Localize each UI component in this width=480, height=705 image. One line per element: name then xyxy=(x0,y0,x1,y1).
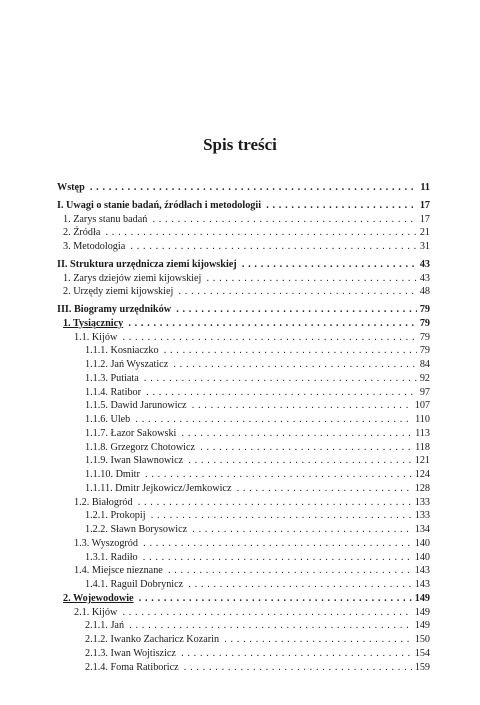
toc-entry-leader xyxy=(85,647,430,661)
toc-entry-page-number: 79 xyxy=(417,303,430,317)
toc-entry xyxy=(57,454,430,468)
toc-entry xyxy=(57,523,430,537)
toc-entry-page-number: 140 xyxy=(412,537,430,551)
toc-entry-title: I. Uwagi o stanie badań, źródłach i metodologii xyxy=(57,199,262,211)
toc-entry-title: 1.1.5. Dawid Jarunowicz xyxy=(85,400,187,412)
toc-entry-title: 1. Tysiącznicy xyxy=(63,317,124,329)
toc-entry-page-number: 154 xyxy=(412,647,430,661)
toc-entry-leader xyxy=(74,537,430,551)
toc-entry-title: 1.2.1. Prokopij xyxy=(85,510,146,522)
toc-entry-title: 2.1.3. Iwan Wojtiszicz xyxy=(85,647,176,659)
toc-entry-title: 1.4. Miejsce nieznane xyxy=(74,565,163,577)
toc-entry xyxy=(57,633,430,647)
toc-entry-leader xyxy=(63,213,430,227)
toc-entry-leader xyxy=(74,564,430,578)
toc-entry-page-number: 17 xyxy=(417,199,430,213)
toc-entry-leader xyxy=(63,285,430,299)
toc-entry-page-number: 48 xyxy=(417,285,430,299)
toc-entry-page-number: 43 xyxy=(417,272,430,286)
toc-entry-page-number: 43 xyxy=(417,258,430,272)
toc-entry-title: 2.1.1. Jań xyxy=(85,620,125,632)
page-title: Spis treści xyxy=(203,135,277,154)
toc-entry-title: 1.1.3. Putiata xyxy=(85,372,139,384)
toc-entry-title: 2. Źródła xyxy=(63,227,101,239)
toc-entry-leader xyxy=(74,606,430,620)
toc-entry xyxy=(57,482,430,496)
toc-entry-title: 2. Urzędy ziemi kijowskiej xyxy=(63,286,174,298)
toc-entry xyxy=(57,564,430,578)
toc-entry-leader xyxy=(85,661,430,675)
toc-entry-title: II. Struktura urzędnicza ziemi kijowskiej xyxy=(57,258,237,270)
toc-entry xyxy=(57,303,430,317)
toc-entry-leader xyxy=(85,372,430,386)
toc-entry-leader xyxy=(57,199,430,213)
toc-entry-leader xyxy=(57,181,430,195)
toc-entry-leader xyxy=(85,523,430,537)
toc-entry-page-number: 124 xyxy=(412,468,430,482)
toc-entry xyxy=(57,272,430,286)
toc-entry-page-number: 150 xyxy=(412,633,430,647)
toc-entry-leader xyxy=(85,578,430,592)
toc-entry-page-number: 143 xyxy=(412,564,430,578)
toc-entry xyxy=(57,181,430,195)
toc-entry xyxy=(57,413,430,427)
toc-entry-title: 1.1.7. Łazor Sakowski xyxy=(85,427,177,439)
toc-entry-title: 1.1.8. Grzegorz Chotowicz xyxy=(85,441,196,453)
toc-entry-leader xyxy=(85,619,430,633)
toc-entry-page-number: 140 xyxy=(412,551,430,565)
toc-entry xyxy=(57,468,430,482)
toc-entry-title: 1.1. Kijów xyxy=(74,331,118,343)
toc-entry-page-number: 97 xyxy=(417,386,430,400)
toc-entry xyxy=(57,258,430,272)
toc-entry-page-number: 143 xyxy=(412,578,430,592)
toc-entry xyxy=(57,358,430,372)
toc-entry-leader xyxy=(63,272,430,286)
toc-entry-page-number: 121 xyxy=(412,454,430,468)
toc-entry-leader xyxy=(85,633,430,647)
toc-entry-title: 1.3. Wyszogród xyxy=(74,537,138,549)
toc-entry xyxy=(57,240,430,254)
toc-entry-page-number: 128 xyxy=(412,482,430,496)
toc-entry-page-number: 79 xyxy=(417,344,430,358)
toc-entry xyxy=(57,226,430,240)
toc-entry-title: 1.1.9. Iwan Sławnowicz xyxy=(85,455,184,467)
toc-entry-leader xyxy=(85,344,430,358)
toc-entry-page-number: 21 xyxy=(417,226,430,240)
toc-entry xyxy=(57,661,430,675)
toc-entry xyxy=(57,317,430,331)
toc-entry-title: 1.2.2. Sławn Borysowicz xyxy=(85,524,188,535)
toc-entry xyxy=(57,509,430,523)
toc-entry xyxy=(57,372,430,386)
toc-entry xyxy=(57,441,430,455)
toc-entry-title: 1. Zarys dziejów ziemi kijowskiej xyxy=(63,272,202,284)
toc-entry-title: 1.1.10. Dmitr xyxy=(85,469,140,480)
toc-entry-page-number: 79 xyxy=(417,331,430,345)
toc-entry xyxy=(57,199,430,213)
toc-entry-leader xyxy=(63,226,430,240)
toc-entry-leader xyxy=(85,441,430,455)
toc-entry-title: 1.1.1. Kosniaczko xyxy=(85,345,159,357)
toc-entry-title: 2.1. Kijów xyxy=(74,606,118,618)
toc-entry xyxy=(57,592,430,606)
toc-entry xyxy=(57,496,430,510)
toc-entry-title: 1.1.4. Ratibor xyxy=(85,386,142,398)
toc-entry-title: 2.1.4. Foma Ratiboricz xyxy=(85,661,179,673)
toc-entry-page-number: 118 xyxy=(412,441,430,455)
toc-entry xyxy=(57,331,430,345)
toc-entry-title: III. Biogramy urzędników xyxy=(57,304,172,315)
toc-entry-page-number: 17 xyxy=(417,213,430,227)
toc-entry-page-number: 159 xyxy=(412,661,430,675)
toc-entry-leader xyxy=(85,413,430,427)
toc-entry-leader xyxy=(85,509,430,523)
toc-entry-title: 2.1.2. Iwanko Zacharicz Kozarin xyxy=(85,634,220,645)
toc-entry-page-number: 11 xyxy=(417,181,430,195)
toc-entry-leader xyxy=(63,592,430,606)
toc-entry-leader xyxy=(85,551,430,565)
toc-entry-leader xyxy=(74,331,430,345)
toc-entry-leader xyxy=(85,358,430,372)
toc-entry xyxy=(57,285,430,299)
toc-entry xyxy=(57,386,430,400)
toc-entry xyxy=(57,647,430,661)
toc-entry-leader xyxy=(85,386,430,400)
toc-entry-page-number: 149 xyxy=(412,606,430,620)
toc-entry-leader xyxy=(85,399,430,413)
toc-entry-title: 1.4.1. Raguil Dobrynicz xyxy=(85,579,184,590)
toc-entry xyxy=(57,578,430,592)
toc-entry-title: 1.1.11. Dmitr Jejkowicz/Jemkowicz xyxy=(85,482,232,494)
toc-entry-leader xyxy=(74,496,430,510)
toc-entry-page-number: 149 xyxy=(412,619,430,633)
toc-entry-title: Wstęp xyxy=(57,182,85,193)
toc-entry xyxy=(57,619,430,633)
toc-entry xyxy=(57,537,430,551)
toc-entry-page-number: 133 xyxy=(412,509,430,523)
toc-entry-title: 1.3.1. Radiło xyxy=(85,551,138,563)
toc-entry xyxy=(57,344,430,358)
toc-entry-leader xyxy=(85,468,430,482)
toc-entry xyxy=(57,399,430,413)
toc-entry-leader xyxy=(63,317,430,331)
toc-entry-page-number: 110 xyxy=(412,413,430,427)
toc-entry-title: 3. Metodologia xyxy=(63,241,126,252)
toc-entry-page-number: 79 xyxy=(417,317,430,331)
toc-entry xyxy=(57,606,430,620)
toc-entry-page-number: 92 xyxy=(417,372,430,386)
toc-entry xyxy=(57,213,430,227)
toc-entry-leader xyxy=(57,303,430,317)
toc-entry xyxy=(57,427,430,441)
toc-entry-page-number: 134 xyxy=(412,523,430,537)
toc-entry-title: 1. Zarys stanu badań xyxy=(63,213,148,225)
toc-entry-leader xyxy=(57,258,430,272)
toc-entry-page-number: 113 xyxy=(412,427,430,441)
toc-entry-title: 1.1.2. Jań Wyszaticz xyxy=(85,359,169,370)
toc-entry-page-number: 149 xyxy=(412,592,430,606)
toc-entry-leader xyxy=(85,427,430,441)
toc-entry-title: 1.2. Białogród xyxy=(74,496,133,508)
toc-entry-leader xyxy=(85,482,430,496)
table-of-contents xyxy=(57,181,430,674)
toc-entry-page-number: 84 xyxy=(417,358,430,372)
toc-entry-leader xyxy=(85,454,430,468)
toc-entry xyxy=(57,551,430,565)
toc-entry-title: 1.1.6. Uleb xyxy=(85,414,131,425)
toc-entry-leader xyxy=(63,240,430,254)
toc-entry-page-number: 133 xyxy=(412,496,430,510)
toc-entry-page-number: 107 xyxy=(412,399,430,413)
toc-entry-page-number: 31 xyxy=(417,240,430,254)
toc-entry-title: 2. Wojewodowie xyxy=(63,592,134,604)
